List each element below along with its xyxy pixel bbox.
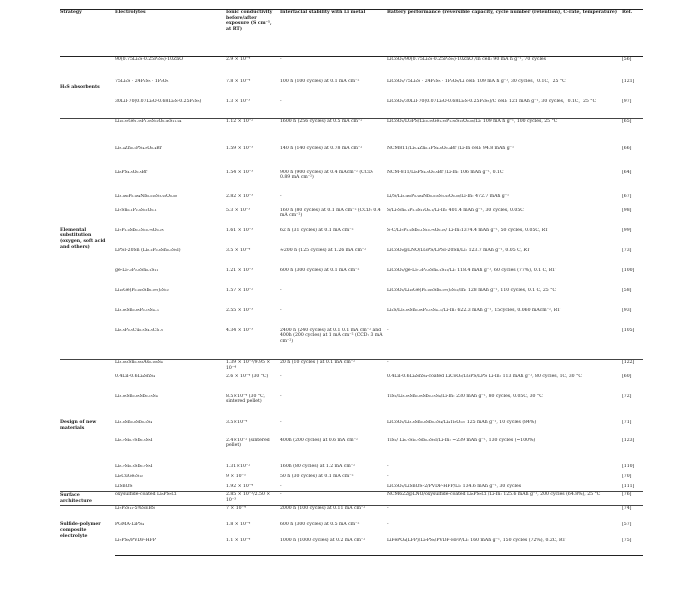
cell-interfacial-stability: 50 h (30 cycles) at 0.1 mA cm⁻²	[280, 473, 354, 479]
cell-conductivity: 7 × 10⁻⁴	[226, 506, 280, 522]
header-interfacial-stability: Interfacial stability with Li metal	[280, 10, 387, 57]
cell-battery-performance: LiCoO₂/Li₃.₈Sn₀.₈Sb₀.₂S₄/Li₄Ti₅O₁₂: 125 mAh g⁻¹, 10 cycles (84%)	[387, 419, 537, 425]
cell-electrolyte: ge-Li₇.₂P₂.₈Sn₀.₂S₁₁	[115, 267, 159, 273]
cell-ref: [57]	[622, 521, 632, 527]
cell-ref: [110]	[622, 463, 635, 469]
table-row	[60, 522, 643, 538]
cell-conductivity: 8.5×10⁻⁴ (30 °C, sintered pellet)	[226, 393, 265, 405]
cell-battery-performance: -	[387, 521, 389, 527]
header-battery-performance: Battery performance (reversible capacity, cycle number (retention), C-rate, temperature)	[387, 10, 622, 57]
cell-interfacial-stability: 600 h (300 cycles) at 0.1 mA cm⁻²	[280, 267, 360, 273]
cell-electrolyte: Li₆.₇Si₀.₃Sb₀.₇S₅I	[115, 463, 153, 469]
cell-ref: [76]	[622, 492, 643, 506]
cell-electrolyte: Li₃.₈₅Sn₀.₈₅P₀.₁₅S₄₋ₓ	[115, 307, 160, 313]
cell-interfacial-stability: -	[280, 393, 282, 399]
cell-ref: [74]	[622, 506, 643, 522]
cell-conductivity: 2.85 × 10⁻³/2.50 × 10⁻³	[226, 492, 280, 506]
cell-battery-performance: LiFePO₄(LFP)/Li₇PS₆/PVDF-HFP/Li: 160 mAh g⁻¹, 150 cycles (72%), 0.2C, RT	[387, 538, 622, 556]
cell-interfacial-stability: 140 h (140 cycles) at 0.78 mA cm⁻²	[280, 145, 363, 151]
cell-ref: [67]	[622, 193, 632, 199]
cell-interfacial-stability: 900 h (900 cycles) at 0.4 mAcm⁻² (CCD: 0.89 mA cm⁻²)	[280, 169, 374, 181]
cell-conductivity: 1.54 × 10⁻³	[226, 169, 254, 175]
cell-battery-performance: S-C/Li₇P₂.₉Sb₀.₁S₁₀.₇₅O₀.₂₅/ Li-In:1374.4 mAh g⁻¹, 50 cycles, 0.05C, RT	[387, 227, 549, 233]
cell-interfacial-stability: -	[280, 373, 282, 379]
table-row	[60, 308, 643, 328]
cell-interfacial-stability: -	[280, 193, 282, 199]
cell-electrolyte: 0.4LiI-0.6Li₄SnS₄	[115, 373, 155, 379]
cell-conductivity: 2.6 × 10⁻⁴ (30 °C)	[226, 373, 269, 379]
table-row	[60, 288, 643, 308]
cell-ref: [70]	[622, 473, 632, 479]
cell-battery-performance: TiS₂/ Li₆.₇Si₀.₇Sb₀.₃S₅I/Li-In: ~239 mAh g⁻¹, 130 cycles (~100%)	[387, 437, 536, 443]
cell-interfacial-stability: 160 h (80 cycles) at 0.1 mA cm⁻² (CCD: 0.4 mA cm⁻²)	[280, 207, 381, 219]
cell-ref: [60]	[622, 373, 632, 379]
table-row	[60, 208, 643, 228]
cell-interfacial-stability: -	[280, 419, 282, 425]
cell-battery-performance: LiCoO₂/90(0.75Li₂S·0.25P₂S₅)·10ZnO /In cell: 90 mA h g⁻¹, 70 cycles	[387, 57, 622, 79]
cell-electrolyte: Li₃.₀₈₀P₀.₉₈₄Nb₀.₀₁₆S₃.₉₂O₀.₀₈	[115, 193, 177, 199]
cell-conductivity: 1.92 × 10⁻⁴	[226, 483, 254, 489]
cell-conductivity: 2.4×10⁻² (sintered pellet)	[226, 437, 270, 449]
table-row	[60, 57, 643, 79]
cell-conductivity: 1.1 × 10⁻⁴	[226, 538, 280, 556]
strategy-category: H₂S absorbents	[60, 57, 115, 119]
table-row	[60, 360, 643, 374]
cell-ref: [64]	[622, 169, 632, 175]
cell-conductivity: 1.57 × 10⁻²	[226, 287, 254, 293]
cell-interfacial-stability: 600 h (300 cycles) at 0.5 mA cm⁻²	[280, 521, 360, 527]
cell-electrolyte: Li₁₀.₃₅Ge₁.₃₅P₁.₆₅S₁₂O₀.₀₆S₁₁.₉₄	[115, 119, 226, 146]
table-row	[60, 474, 643, 484]
table-body	[60, 57, 643, 556]
cell-battery-performance: Li/S/Li₃.₀₈₀P₀.₉₈₄Nb₀.₀₁₆S₃.₉₂O₀.₀₈/Li-In: 472.7 mAh g⁻¹	[387, 193, 510, 199]
cell-interfacial-stability: -	[280, 287, 282, 293]
cell-ref: [65]	[622, 119, 643, 146]
cell-electrolyte: oxysulfide-coated Li₆PS₅Cl	[115, 492, 226, 506]
cell-electrolyte: LiSnOS	[115, 483, 133, 489]
cell-conductivity: 9 × 10⁻⁵	[226, 473, 246, 479]
cell-electrolyte: 90(0.75Li₂S·0.25P₂S₅)·10ZnO	[115, 57, 226, 79]
cell-ref: [75]	[622, 538, 643, 556]
cell-electrolyte: LPSI-20Sn (Li₆.₂P₀.₈Sn₀.₂S₅I)	[115, 247, 181, 253]
cell-interfacial-stability: 160h (80 cycles) at 1.2 mA cm⁻²	[280, 463, 355, 469]
cell-conductivity: 3.5×10⁻⁴	[226, 419, 248, 425]
cell-ref: [105]	[622, 327, 635, 333]
table-row	[60, 394, 643, 420]
header-row	[60, 10, 643, 57]
table-row	[60, 79, 643, 99]
cell-ref: [66]	[622, 145, 632, 151]
table-row	[60, 119, 643, 146]
cell-electrolyte: Li₇P₃S₁₁-5%SEBS	[115, 506, 226, 522]
cell-ref: [58]	[622, 287, 632, 293]
cell-electrolyte: 75Li₂S · 24P₂S₅ · 1P₂O₅	[115, 78, 169, 84]
cell-interfacial-stability: 1600 h (256 cycles) at 0.5 mA cm⁻²	[280, 119, 387, 146]
cell-conductivity: 1.31×10⁻²	[226, 463, 251, 469]
cell-conductivity: 1.3 × 10⁻³	[226, 98, 251, 104]
cell-battery-performance: Li₂S/Li₃.₈₅Sn₀.₈₅P₀.₁₅S₄₋ₓ/Li-In: 622.3 mAh g⁻¹, 15cycles, 0.060 mAcm⁻², RT	[387, 307, 561, 313]
table-row	[60, 374, 643, 394]
cell-interfacial-stability: -	[280, 57, 387, 79]
cell-ref: [111]	[622, 483, 635, 489]
cell-interfacial-stability: 100 h (100 cycles) at 0.1 mA cm⁻²	[280, 78, 360, 84]
cell-electrolyte: Li₅.₄Zn₀.₁PS₄.₆O₀.₄Br	[115, 145, 162, 151]
cell-electrolyte: PGMA-LiPS₄	[115, 521, 144, 527]
table-row	[60, 538, 643, 556]
cell-battery-performance: 0.4LiI-0.6Li₄SnS₄-coated LiCoO₂/LGPS/LPS Li-In: 113 mAh g⁻¹, 80 cycles, 1C, 30 °C	[387, 373, 582, 379]
cell-conductivity: 2.9 × 10⁻⁴	[226, 57, 280, 79]
cell-interfacial-stability: -	[280, 307, 282, 313]
cell-battery-performance: NCM811/Li₅.₄Zn₀.₁PS₄.₆O₀.₄Br /Li-In cell: 94.8 mAh g⁻¹	[387, 145, 514, 151]
table-row	[60, 464, 643, 474]
header-electrolytes: Electrolytes	[115, 10, 226, 57]
cell-interfacial-stability: 62 h (31 cycles) at 0.1 mA cm⁻²	[280, 227, 354, 233]
cell-battery-performance: LiCoO₂/75Li₂S · 24P₂S₅ · 1P₂O₅/Li cell: 109 mA h g⁻¹, 30 cycles，0.1C，25 °C	[387, 78, 566, 84]
cell-ref: [97]	[622, 98, 632, 104]
table-row	[60, 146, 643, 170]
cell-battery-performance: LiCoO₂/Li₁₀Ge(P₀.₉₂₅Sb₀.₀₇₅)₂S₁₂/In: 128 mAh g⁻¹, 110 cycles, 0.1 C, 25 °C	[387, 287, 556, 293]
cell-electrolyte: Li₃.₈₅Sn₀.₈₅Sb₀.₁₅S₄	[115, 393, 158, 399]
cell-conductivity: 1.21 × 10⁻³	[226, 267, 254, 273]
cell-electrolyte: Li₆.₅P₀.₅Cu₀.₅S₄.₅Cl₁.₅	[115, 327, 163, 333]
table-row	[60, 248, 643, 268]
cell-battery-performance: -	[387, 506, 622, 522]
table-row	[60, 420, 643, 438]
cell-conductivity: 7.8 × 10⁻⁴	[226, 78, 251, 84]
table-row	[60, 194, 643, 208]
cell-battery-performance: -	[387, 463, 389, 469]
cell-ref: [123]	[622, 437, 635, 443]
cell-battery-performance: -	[387, 327, 389, 333]
cell-ref: [121]	[622, 78, 635, 84]
cell-battery-performance: NCM-811/Li₆PS₄.₅O₀.₅Br /Li-In: 106 mAh g⁻¹, 0.1C	[387, 169, 504, 175]
cell-conductivity: 1.12 × 10⁻²	[226, 119, 280, 146]
cell-conductivity: 1.39 × 10⁻³/9.95 × 10⁻⁴	[226, 360, 280, 374]
cell-electrolyte: Li₃.₈₃₃Sn₀.₈₃₃As₀.₁₆₆S₄	[115, 360, 226, 374]
cell-battery-performance: LiCoO₂/ge-Li₇.₂P₂.₈Sn₀.₂S₁₁/Li: 118.4 mAh g⁻¹, 60 cycles (77%), 0.1 C, RT	[387, 267, 556, 273]
cell-interfacial-stability: 20 h (10 cycles ) at 0.1 mA cm⁻²	[280, 360, 387, 374]
cell-interfacial-stability: 1000 h (1000 cycles) at 0.2 mA cm⁻²	[280, 538, 387, 556]
cell-electrolyte: Li₃.₈Sn₀.₈Sb₀.₂S₄	[115, 419, 153, 425]
cell-ref: [73]	[622, 247, 632, 253]
cell-battery-performance: LiCoO₂/30LiI·70(0.07Li₂O·0.68Li₂S·0.25P₂S₅)/C cell: 121 mAh g⁻¹, 30 cycles，0.1C，25 °C	[387, 98, 597, 104]
cell-ref: [99]	[622, 227, 632, 233]
cell-conductivity: 5.3 × 10⁻³	[226, 207, 251, 213]
cell-electrolyte: 30LiI·70(0.07Li₂O·0.68Li₂S·0.25P₂S₅)	[115, 98, 202, 104]
cell-electrolyte: Li₆PS₄.₅O₀.₅Br	[115, 169, 148, 175]
cell-conductivity: 1.8 × 10⁻⁴	[226, 521, 251, 527]
cell-conductivity: 2.55 × 10⁻³	[226, 307, 254, 313]
cell-conductivity: 1.61 × 10⁻³	[226, 227, 254, 233]
cell-battery-performance: S/Li₇Sn₀.₁P₂.₉S₁₁O₀.₁/Li-In: 401.4 mAh g⁻¹, 30 cycles, 0.05C	[387, 207, 524, 213]
cell-electrolyte: Li₆CuGe₂S₁₂	[115, 473, 143, 479]
strategy-category: Sulfide-polymer composite electrolyte	[60, 506, 115, 556]
cell-ref: [122]	[622, 360, 643, 374]
strategy-category: Surface architecture	[60, 492, 115, 506]
cell-conductivity: 4.34 × 10⁻³	[226, 327, 254, 333]
table-row	[60, 268, 643, 288]
cell-interfacial-stability: -	[280, 483, 282, 489]
cell-ref: [72]	[622, 393, 632, 399]
cell-interfacial-stability: 400h (200 cycles) at 0.6 mA cm⁻²	[280, 437, 358, 443]
cell-electrolyte: Li₇P₂.₉Sb₀.₁S₁₀.₇₅O₀.₂₅	[115, 227, 164, 233]
cell-battery-performance: NCM622@LNO/oxysulfide-coated Li₆PS₅Cl /Li-In: 125.6 mAh g⁻¹, 200 cycles (64.8%), 25 °C	[387, 492, 622, 506]
cell-conductivity: 3.5 × 10⁻⁴	[226, 247, 251, 253]
cell-battery-performance: LiCoO₂@LNO/LGPS/LPSI-20Sn/Li: 123.7 mAh g⁻¹, 0.05 C, RT	[387, 247, 530, 253]
table-row	[60, 438, 643, 464]
table-row	[60, 484, 643, 492]
cell-ref: [100]	[622, 267, 635, 273]
cell-conductivity: 1.59 × 10⁻³	[226, 145, 254, 151]
table-row	[60, 492, 643, 506]
comparison-table	[60, 9, 643, 556]
strategy-category: Design of new materials	[60, 360, 115, 492]
cell-battery-performance: -	[387, 360, 622, 374]
cell-battery-performance: TiS₂/Li₃.₈₅Sn₀.₈₅Sb₀.₁₅S₄/Li-In: 230 mAh g⁻¹, 80 cycles, 0.05C, 30 °C	[387, 393, 543, 399]
table-row	[60, 506, 643, 522]
cell-electrolyte: Li₁₀Ge(P₀.₉₂₅Sb₀.₀₇₅)₂S₁₂	[115, 287, 169, 293]
cell-interfacial-stability: ≈200 h (125 cycles) at 1.26 mA cm⁻²	[280, 247, 367, 253]
cell-electrolyte: Li₇PS₆/PVDF-HFP	[115, 538, 226, 556]
cell-ref: [71]	[622, 419, 632, 425]
cell-battery-performance: -	[387, 473, 389, 479]
cell-ref: [93]	[622, 307, 632, 313]
cell-ref: [98]	[622, 207, 632, 213]
table-row	[60, 99, 643, 119]
header-strategy: Strategy	[60, 10, 115, 57]
cell-battery-performance: LiCoO₂/LGPS/Li₁₀.₃₅Ge₁.₃₅P₁.₆₅S₁₂O₀.₀₆/Li: 109 mA h g⁻¹, 100 cycles, 25 °C	[387, 119, 622, 146]
cell-interfacial-stability: -	[280, 492, 387, 506]
cell-electrolyte: Li₇Sn₀.₁P₂.₉S₁₁O₀.₁	[115, 207, 157, 213]
table-row	[60, 170, 643, 194]
strategy-category: Elemental substitution (oxygen, soft acid and others)	[60, 119, 115, 360]
table-row	[60, 328, 643, 360]
cell-conductivity: 2.82 × 10⁻³	[226, 193, 254, 199]
cell-electrolyte: Li₆.₇Si₀.₇Sb₀.₃S₅I	[115, 437, 153, 443]
table-row	[60, 228, 643, 248]
cell-interfacial-stability: -	[280, 98, 282, 104]
cell-battery-performance: LiCoO₂/LiSnOS-2/PVDF-HFP/Li: 134.6 mAh g⁻¹, 30 cycles	[387, 483, 522, 489]
cell-ref: [56]	[622, 57, 643, 79]
cell-interfacial-stability: 2400 h (240 cycles) at 0.1 0.1 mA cm⁻² and 400h (200 cycles) at 1 mA cm⁻² (CCD: 3 mA cm⁻²)	[280, 327, 383, 344]
cell-interfacial-stability: 2000 h (100 cycles) at 0.11 mA cm⁻²	[280, 506, 387, 522]
header-ref: Ref.	[622, 10, 643, 57]
header-conductivity: Ionic conductivity before/after exposure (S cm⁻¹, at RT)	[226, 10, 280, 57]
